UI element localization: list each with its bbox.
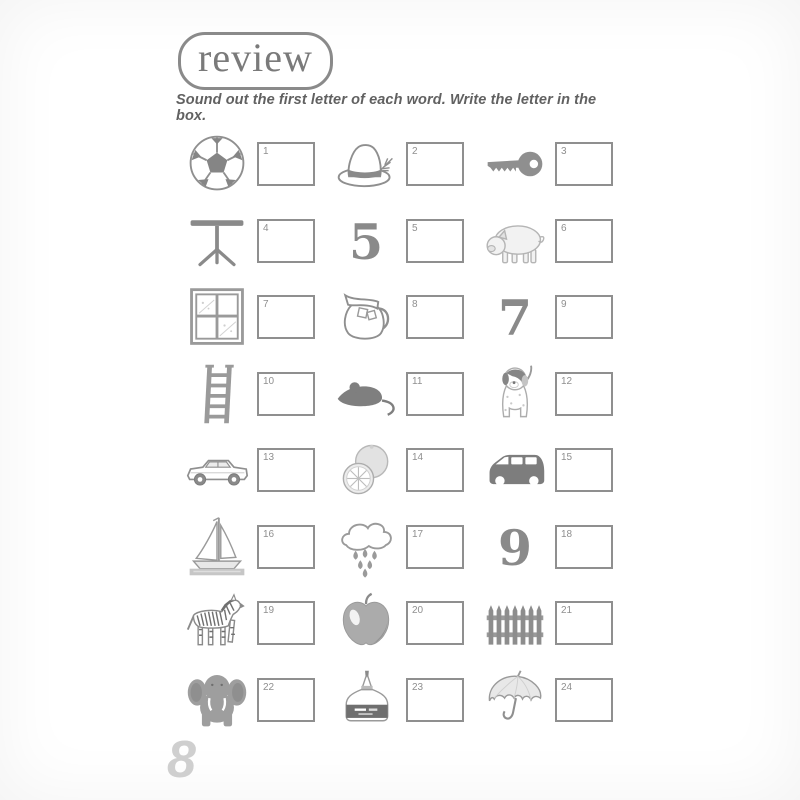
answer-box-number: 10 (263, 375, 275, 387)
answer-box[interactable] (555, 372, 613, 416)
answer-box[interactable] (406, 219, 464, 263)
worksheet-grid (184, 126, 631, 738)
svg-text:5: 5 (348, 212, 384, 271)
answer-box-number: 7 (263, 299, 269, 311)
page-number: 8 (167, 731, 196, 789)
answer-box[interactable] (555, 525, 613, 569)
answer-box-number: 9 (561, 299, 567, 311)
sailboat-icon (184, 514, 250, 580)
mouse-icon (333, 361, 399, 427)
worksheet-cell (482, 437, 631, 503)
zebra-icon (184, 590, 250, 656)
answer-box-number: 3 (561, 146, 567, 158)
worksheet-cell (184, 514, 333, 580)
jug-icon (333, 284, 399, 350)
worksheet-cell (333, 590, 482, 656)
worksheet-cell (184, 590, 333, 656)
pig-icon (482, 208, 548, 274)
worksheet-cell (333, 514, 482, 580)
worksheet-cell (333, 284, 482, 350)
worksheet-cell (184, 284, 333, 350)
worksheet-cell (482, 667, 631, 733)
worksheet-cell (333, 667, 482, 733)
worksheet-cell (333, 361, 482, 427)
answer-box[interactable] (555, 219, 613, 263)
answer-box-number: 14 (412, 452, 424, 464)
answer-box[interactable] (257, 142, 315, 186)
svg-text:9: 9 (497, 518, 533, 577)
answer-box-number: 4 (263, 222, 269, 234)
answer-box-number: 11 (412, 375, 423, 387)
worksheet-cell (482, 131, 631, 197)
answer-box-number: 8 (412, 299, 418, 311)
answer-box-number: 18 (561, 528, 573, 540)
answer-box[interactable] (406, 525, 464, 569)
worksheet-cell (184, 131, 333, 197)
elephant-icon (184, 667, 250, 733)
answer-box[interactable] (555, 448, 613, 492)
answer-box-number: 17 (412, 528, 424, 540)
worksheet-cell (482, 361, 631, 427)
window-icon (184, 284, 250, 350)
answer-box-number: 24 (561, 681, 573, 693)
orange-icon (333, 437, 399, 503)
key-icon (482, 131, 548, 197)
answer-box[interactable] (257, 219, 315, 263)
page-title: review (178, 32, 333, 90)
answer-box[interactable] (257, 601, 315, 645)
glue-bottle-icon (333, 667, 399, 733)
answer-box[interactable] (406, 601, 464, 645)
svg-text:7: 7 (497, 289, 533, 348)
instruction-text: Sound out the first letter of each word. Write the letter in the box. (176, 92, 597, 124)
answer-box-number: 13 (263, 452, 275, 464)
ladder-icon (184, 361, 250, 427)
worksheet-cell (482, 284, 631, 350)
answer-box[interactable] (406, 678, 464, 722)
answer-box-number: 21 (561, 605, 573, 617)
answer-box-number: 6 (561, 222, 567, 234)
answer-box-number: 22 (263, 681, 275, 693)
worksheet-cell (482, 590, 631, 656)
car-icon (184, 437, 250, 503)
answer-box[interactable] (555, 601, 613, 645)
answer-box[interactable] (406, 372, 464, 416)
worksheet-cell (482, 514, 631, 580)
answer-box[interactable] (257, 678, 315, 722)
answer-box[interactable] (555, 678, 613, 722)
answer-box[interactable] (555, 295, 613, 339)
dog-icon (482, 361, 548, 427)
worksheet-cell (333, 208, 482, 274)
answer-box[interactable] (257, 372, 315, 416)
answer-box[interactable] (406, 142, 464, 186)
worksheet-cell (333, 131, 482, 197)
answer-box-number: 1 (263, 146, 269, 158)
worksheet-cell (184, 437, 333, 503)
worksheet-cell (482, 208, 631, 274)
answer-box[interactable] (555, 142, 613, 186)
answer-box-number: 16 (263, 528, 275, 540)
worksheet-cell (184, 208, 333, 274)
answer-box-number: 20 (412, 605, 424, 617)
apple-icon (333, 590, 399, 656)
numeral-9-icon (482, 514, 548, 580)
answer-box-number: 5 (412, 222, 418, 234)
rain-cloud-icon (333, 514, 399, 580)
hat-icon (333, 131, 399, 197)
numeral-5-icon (333, 208, 399, 274)
umbrella-icon (482, 667, 548, 733)
answer-box-number: 19 (263, 605, 275, 617)
answer-box-number: 2 (412, 146, 418, 158)
answer-box[interactable] (257, 448, 315, 492)
worksheet-cell (184, 667, 333, 733)
answer-box-number: 15 (561, 452, 573, 464)
answer-box[interactable] (257, 295, 315, 339)
soccer-ball-icon (184, 131, 250, 197)
answer-box[interactable] (406, 295, 464, 339)
numeral-7-icon (482, 284, 548, 350)
fence-icon (482, 590, 548, 656)
worksheet-cell (184, 361, 333, 427)
answer-box[interactable] (257, 525, 315, 569)
worksheet-cell (333, 437, 482, 503)
answer-box[interactable] (406, 448, 464, 492)
van-icon (482, 437, 548, 503)
table-icon (184, 208, 250, 274)
answer-box-number: 23 (412, 681, 424, 693)
answer-box-number: 12 (561, 375, 573, 387)
